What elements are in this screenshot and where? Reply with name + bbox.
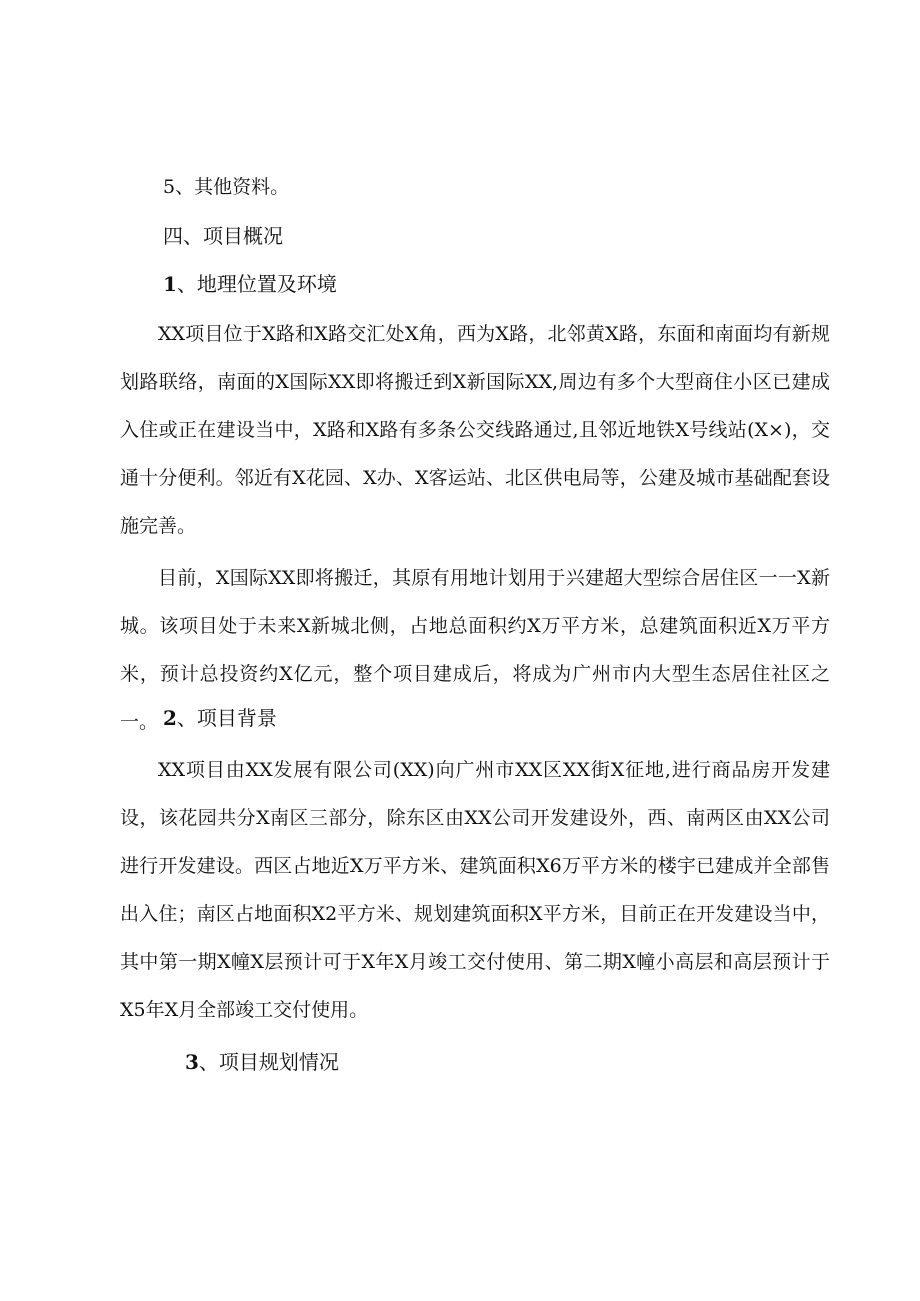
subsection-title-planning	[185, 1050, 339, 1074]
subsection-title-background	[163, 706, 277, 730]
subsection-number: 2	[163, 706, 177, 730]
subsection-label: 、地理位置及环境	[176, 272, 337, 296]
paragraph-background: XX项目由XX发展有限公司(XX)向广州市XX区XX街X征地,进行商品房开发建设，该花园共分X南区三部分，除东区由XX公司开发建设外，西、南两区由XX公司进行开发建设。西区占地近X万平方米、建筑面积X6万平方米的楼宇已建成并全部售出入住；南区占地面积X2平方米、规划建筑面积X平方米，目前正在开发建设当中，其中第一期X幢X层预计可于X年X月竣工交付使用、第二期X幢小高层和高层预计于X5年X月全部竣工交付使用。	[120, 759, 830, 1021]
subsection-label: 、项目规划情况	[198, 1050, 339, 1074]
subsection-number: 1	[163, 272, 177, 296]
subsection-label: 、项目背景	[176, 706, 277, 730]
subsection-number: 3	[185, 1050, 199, 1074]
paragraph-location: XX项目位于X路和X路交汇处X角，西为X路，北邻黄X路，东面和南面均有新规划路联络，南面的X国际XX即将搬迁到X新国际XX,周边有多个大型商住小区已建成入住或正在建设当中，X路和X路有多条公交线路通过,且邻近地铁X号线站(X×)，交通十分便利。邻近有X花园、X办、X客运站、北区供电局等，公建及城市基础配套设施完善。	[120, 323, 830, 537]
subsection-title-location	[163, 272, 337, 296]
section-title-project-overview: 四、项目概况	[163, 224, 283, 248]
paragraph-current-status: 目前，X国际XX即将搬迁，其原有用地计划用于兴建超大型综合居住区一一X新城。该项目处于未来X新城北侧，占地总面积约X万平方米，总建筑面积近X万平方米，预计总投资约X亿元，整个项目建成后，将成为广州市内大型生态居住社区之一。	[120, 567, 830, 733]
list-item-other-materials: 5、其他资料。	[163, 176, 290, 198]
